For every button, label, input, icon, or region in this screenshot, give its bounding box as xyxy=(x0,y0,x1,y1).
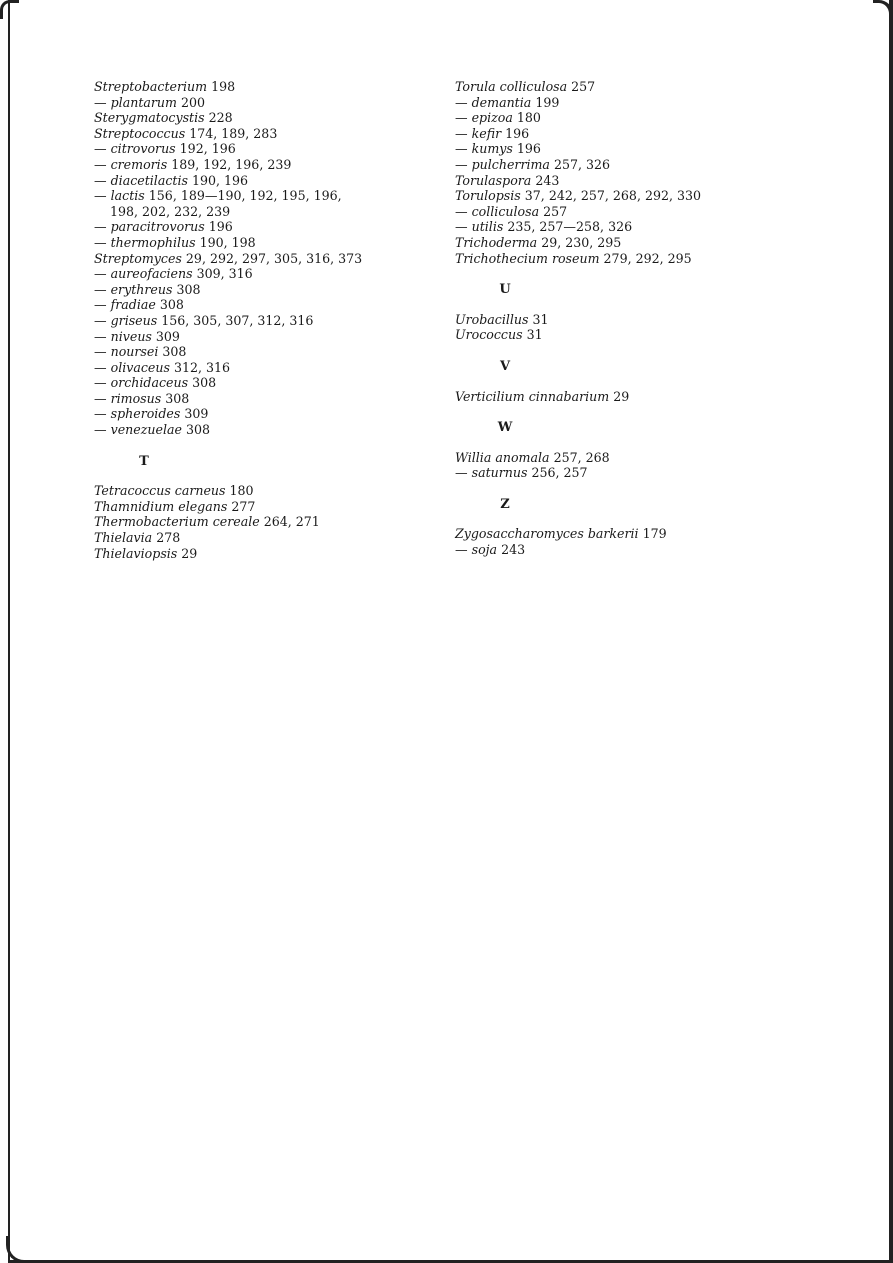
entry-term: erythreus xyxy=(110,281,173,297)
entry-pages: 256, 257 xyxy=(531,465,588,481)
entry-pages: 29, 292, 297, 305, 316, 373 xyxy=(185,250,363,266)
index-entry xyxy=(94,79,424,95)
entry-term: Thielaviopsis xyxy=(94,545,178,561)
entry-term: Willia anomala xyxy=(455,449,550,465)
entry-term: griseus xyxy=(110,312,158,328)
index-letter-heading: U xyxy=(499,282,511,298)
index-entry xyxy=(94,251,424,267)
entry-dash: — xyxy=(94,312,111,328)
index-entry xyxy=(94,110,424,126)
entry-dash: — xyxy=(455,125,472,141)
index-section-z xyxy=(455,526,775,557)
index-entry xyxy=(94,360,424,376)
entry-term: Zygosaccharomyces barkerii xyxy=(455,526,639,542)
index-entry xyxy=(94,235,424,251)
entry-term: spheroides xyxy=(110,406,181,422)
entry-pages: 309 xyxy=(184,406,209,422)
index-entry xyxy=(94,266,424,282)
index-entry xyxy=(455,526,775,542)
entry-dash: — xyxy=(94,266,111,282)
index-entry xyxy=(455,110,775,126)
entry-pages: 180 xyxy=(229,483,254,499)
entry-pages: 190, 198 xyxy=(199,234,256,250)
entry-pages: 31 xyxy=(526,327,543,343)
index-entry xyxy=(455,173,775,189)
entry-pages: 156, 305, 307, 312, 316 xyxy=(161,312,314,328)
entry-dash: — xyxy=(455,110,472,126)
entry-term: niveus xyxy=(110,328,152,344)
entry-term: Thielavia xyxy=(94,530,153,546)
entry-dash: — xyxy=(94,359,111,375)
entry-term: Streptobacterium xyxy=(94,79,208,94)
entry-pages: 257 xyxy=(543,203,568,219)
entry-pages: 308 xyxy=(165,390,190,406)
index-entry xyxy=(94,141,424,157)
index-entry xyxy=(455,465,775,481)
entry-term: saturnus xyxy=(471,465,528,481)
index-entry xyxy=(455,219,775,235)
index-entry xyxy=(94,406,424,422)
index-letter-heading: Z xyxy=(500,496,510,512)
entry-pages: 228 xyxy=(208,110,233,126)
entry-pages: 309 xyxy=(155,328,180,344)
entry-pages: 308 xyxy=(185,422,210,438)
entry-term: epizoa xyxy=(471,110,513,126)
index-entry xyxy=(455,141,775,157)
index-section-t-continued xyxy=(455,79,775,266)
entry-pages: 174, 189, 283 xyxy=(189,125,278,141)
entry-pages: 308 xyxy=(159,297,184,313)
entry-term: Urococcus xyxy=(455,327,523,343)
index-entry xyxy=(94,95,424,111)
entry-term: plantarum xyxy=(110,94,177,110)
entry-term: Torulopsis xyxy=(455,188,521,204)
entry-term: Tetracoccus carneus xyxy=(94,483,226,499)
index-entry xyxy=(94,329,424,345)
index-entry xyxy=(94,157,424,173)
index-entry xyxy=(455,327,775,343)
entry-pages: 309, 316 xyxy=(196,266,253,282)
entry-pages: 179 xyxy=(642,526,667,542)
index-entry xyxy=(455,79,775,95)
index-section-t xyxy=(94,483,424,561)
index-section-s xyxy=(94,79,424,438)
entry-term: aureofaciens xyxy=(110,266,193,282)
entry-term: venezuelae xyxy=(110,422,182,438)
index-entry xyxy=(94,483,424,499)
entry-dash: — xyxy=(94,297,111,313)
entry-dash: — xyxy=(94,390,111,406)
index-entry xyxy=(94,297,424,313)
entry-term: thermophilus xyxy=(110,234,196,250)
entry-term: Torulaspora xyxy=(455,172,532,188)
entry-pages: 199 xyxy=(535,94,560,110)
index-entry xyxy=(455,204,775,220)
entry-term: Sterygmatocystis xyxy=(94,110,205,126)
entry-pages: 279, 292, 295 xyxy=(603,250,692,266)
entry-pages: 29, 230, 295 xyxy=(541,234,622,250)
entry-term: citrovorus xyxy=(110,141,176,157)
index-column-left xyxy=(94,79,424,561)
index-entry xyxy=(455,450,775,466)
entry-dash: — xyxy=(94,141,111,157)
entry-dash: — xyxy=(94,156,111,172)
entry-dash: — xyxy=(94,172,111,188)
index-section-v xyxy=(455,389,775,405)
entry-pages-continued: 198, 202, 232, 239 xyxy=(110,203,231,219)
entry-dash: — xyxy=(94,219,111,235)
index-entry xyxy=(94,219,424,235)
index-section-u xyxy=(455,312,775,343)
entry-dash: — xyxy=(455,94,472,110)
index-entry xyxy=(94,282,424,298)
entry-dash: — xyxy=(455,542,472,558)
entry-pages: 29 xyxy=(181,545,198,561)
entry-dash: — xyxy=(94,188,111,204)
index-entry xyxy=(94,391,424,407)
entry-pages: 196 xyxy=(208,219,233,235)
page-edge-right xyxy=(889,0,893,1263)
entry-term: paracitrovorus xyxy=(110,219,205,235)
entry-dash: — xyxy=(94,281,111,297)
entry-dash: — xyxy=(94,94,111,110)
entry-term: cremoris xyxy=(110,156,168,172)
index-entry xyxy=(94,422,424,438)
entry-pages: 257, 326 xyxy=(553,156,611,172)
index-entry xyxy=(455,126,775,142)
entry-term: Thermobacterium cereale xyxy=(94,514,260,530)
entry-pages: 308 xyxy=(162,344,187,360)
entry-pages: 156, 189—190, 192, 195, 196, xyxy=(148,188,342,204)
entry-dash: — xyxy=(94,406,111,422)
index-letter-heading: V xyxy=(499,358,511,374)
index-entry xyxy=(94,514,424,530)
index-entry xyxy=(94,546,424,562)
index-letter-heading: W xyxy=(497,420,513,436)
page-corner-bottom-left xyxy=(6,1236,33,1263)
entry-pages: 278 xyxy=(156,530,181,546)
entry-term: Verticilium cinnabarium xyxy=(455,388,610,404)
index-entry xyxy=(94,530,424,546)
index-section-w xyxy=(455,450,775,481)
entry-dash: — xyxy=(94,328,111,344)
entry-term: lactis xyxy=(110,188,145,204)
entry-dash: — xyxy=(455,203,472,219)
index-entry xyxy=(455,542,775,558)
entry-pages: 190, 196 xyxy=(191,172,249,188)
entry-pages: 31 xyxy=(532,311,549,327)
entry-term: utilis xyxy=(471,219,504,235)
entry-pages: 189, 192, 196, 239 xyxy=(171,156,292,172)
entry-dash: — xyxy=(455,156,472,172)
entry-term: Torula colliculosa xyxy=(455,79,568,94)
entry-term: Streptococcus xyxy=(94,125,186,141)
entry-term: fradiae xyxy=(110,297,156,313)
entry-dash: — xyxy=(94,422,111,438)
entry-pages: 192, 196 xyxy=(179,141,236,157)
entry-term: Streptomyces xyxy=(94,250,182,266)
entry-term: colliculosa xyxy=(471,203,540,219)
entry-dash: — xyxy=(455,141,472,157)
entry-term: pulcherrima xyxy=(471,156,550,172)
entry-pages: 200 xyxy=(180,94,206,110)
entry-pages: 308 xyxy=(192,375,217,391)
entry-term: Trichoderma xyxy=(455,234,538,250)
entry-pages: 37, 242, 257, 268, 292, 330 xyxy=(524,188,702,204)
entry-dash: — xyxy=(94,375,111,391)
entry-term: kefir xyxy=(471,125,502,141)
entry-term: Thamnidium elegans xyxy=(94,498,228,514)
index-entry xyxy=(94,188,424,219)
entry-pages: 264, 271 xyxy=(263,514,320,530)
entry-dash: — xyxy=(455,465,472,481)
entry-term: Trichothecium roseum xyxy=(455,250,600,266)
entry-pages: 257, 268 xyxy=(553,449,610,465)
entry-pages: 308 xyxy=(176,281,201,297)
entry-pages: 196 xyxy=(516,141,541,157)
entry-term: olivaceus xyxy=(110,359,170,375)
index-entry xyxy=(94,126,424,142)
entry-pages: 196 xyxy=(505,125,530,141)
index-column-right xyxy=(455,79,775,558)
entry-pages: 198 xyxy=(211,79,236,94)
entry-pages: 180 xyxy=(516,110,541,126)
entry-term: kumys xyxy=(471,141,513,157)
entry-pages: 29 xyxy=(613,388,630,404)
entry-term: orchidaceus xyxy=(110,375,189,391)
index-entry xyxy=(455,251,775,267)
entry-pages: 312, 316 xyxy=(173,359,231,375)
index-entry xyxy=(94,375,424,391)
index-entry xyxy=(455,157,775,173)
entry-dash: — xyxy=(94,344,111,360)
entry-pages: 277 xyxy=(231,498,256,514)
index-entry xyxy=(455,235,775,251)
page-edge-left xyxy=(8,0,10,1263)
entry-pages: 257 xyxy=(571,79,596,94)
index-entry xyxy=(455,389,775,405)
index-entry xyxy=(455,188,775,204)
index-entry xyxy=(94,344,424,360)
entry-pages: 243 xyxy=(535,172,560,188)
index-entry xyxy=(455,95,775,111)
entry-term: demantia xyxy=(471,94,532,110)
index-entry xyxy=(94,313,424,329)
entry-dash: — xyxy=(94,234,111,250)
entry-term: soja xyxy=(471,542,498,558)
index-letter-heading: T xyxy=(139,453,149,469)
entry-term: diacetilactis xyxy=(110,172,188,188)
entry-pages: 235, 257—258, 326 xyxy=(507,219,633,235)
entry-term: noursei xyxy=(110,344,159,360)
entry-dash: — xyxy=(455,219,472,235)
index-entry xyxy=(94,173,424,189)
entry-term: Urobacillus xyxy=(455,311,529,327)
index-entry xyxy=(94,499,424,515)
entry-pages: 243 xyxy=(501,542,526,558)
entry-term: rimosus xyxy=(110,390,162,406)
index-entry xyxy=(455,312,775,328)
